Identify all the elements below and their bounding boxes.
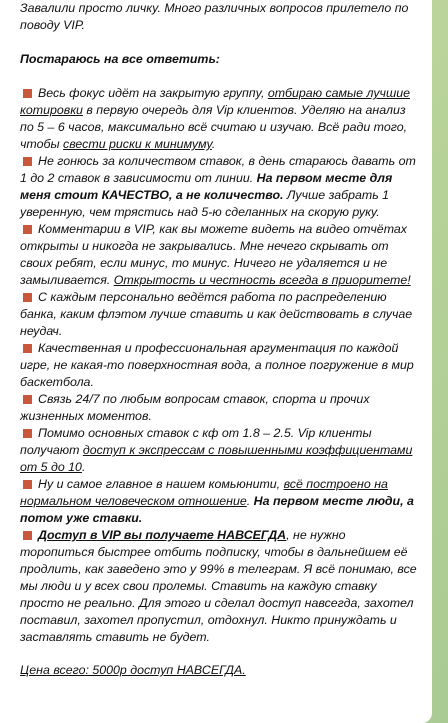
red-square-bullet-icon xyxy=(23,225,32,234)
list-item: Ну и самое главное в нашем комьюнити, всё построено на нормальном человеческом отношение. На первом месте люди, а потом уже ставки. xyxy=(20,477,414,525)
list-item: С каждым персонально ведётся работа по распределению банка, каким флэтом лучше ставить и как действовать в случае неудач. xyxy=(20,290,413,338)
list-item: Комментарии в VIP, как вы можете видеть на видео отчётах открыты и никогда не закрывались. Мне нечего скрывать от своих ребят, если минус, то минус. Ничего не удаляется и не замыливается. Открытость и честность всегда в приоритете! xyxy=(20,222,411,287)
price-line: Цена всего: 5000р доступ НАВСЕГДА. xyxy=(20,663,246,677)
list-item: Доступ в VIP вы получаете НАВСЕГДА, не нужно торопиться быстрее отбить подписку, чтобы в дальнейшем её продлить, как заведено это у 99% в телеграм. Я всё понимаю, все мы люди и у всех свои пролемы. Ставить на каждую ставку просто не реально. Для этого и сделал доступ навсегда, захотел поставил, захотел пропустил, отдохнул. Никто принуждать и заставлять ставить не будет. xyxy=(20,528,417,644)
red-square-bullet-icon xyxy=(23,293,32,302)
red-square-bullet-icon xyxy=(23,344,32,353)
list-item: Помимо основных ставок с кф от 1.8 – 2.5. Vip клиенты получают доступ к экспрессам с повышенными коэффициентами от 5 до 10. xyxy=(20,426,413,474)
red-square-bullet-icon xyxy=(23,395,32,404)
red-square-bullet-icon xyxy=(23,531,32,540)
message-intro: Завалили просто личку. Много различных вопросов прилетело по поводу VIP. xyxy=(20,1,409,32)
list-item: Качественная и профессиональная аргументация по каждой игре, не какая-то поверхностная вода, а полное погружение в мир баскетбола. xyxy=(20,341,414,389)
list-item: Весь фокус идёт на закрытую группу, отбираю самые лучшие котировки в первую очередь для Vip клиентов. Уделяю на анализ по 5 – 6 часов, максимально всё считаю и изучаю. Всё ради того, чтобы свести риски к минимуму. xyxy=(20,86,411,151)
red-square-bullet-icon xyxy=(23,89,32,98)
red-square-bullet-icon xyxy=(23,429,32,438)
red-square-bullet-icon xyxy=(23,157,32,166)
list-item: Связь 24/7 по любым вопросам ставок, спорта и прочих жизненных моментов. xyxy=(20,392,370,423)
message-heading: Постараюсь на все ответить: xyxy=(20,52,220,66)
list-item: Не гонюсь за количеством ставок, в день стараюсь давать от 1 до 2 ставок в зависимости от линии. На первом месте для меня стоит КАЧЕСТВО, а не количество. Лучше забрать 1 уверенную, чем трястись над 5-ю сделанных на скорую руку. xyxy=(20,154,416,219)
red-square-bullet-icon xyxy=(23,480,32,489)
